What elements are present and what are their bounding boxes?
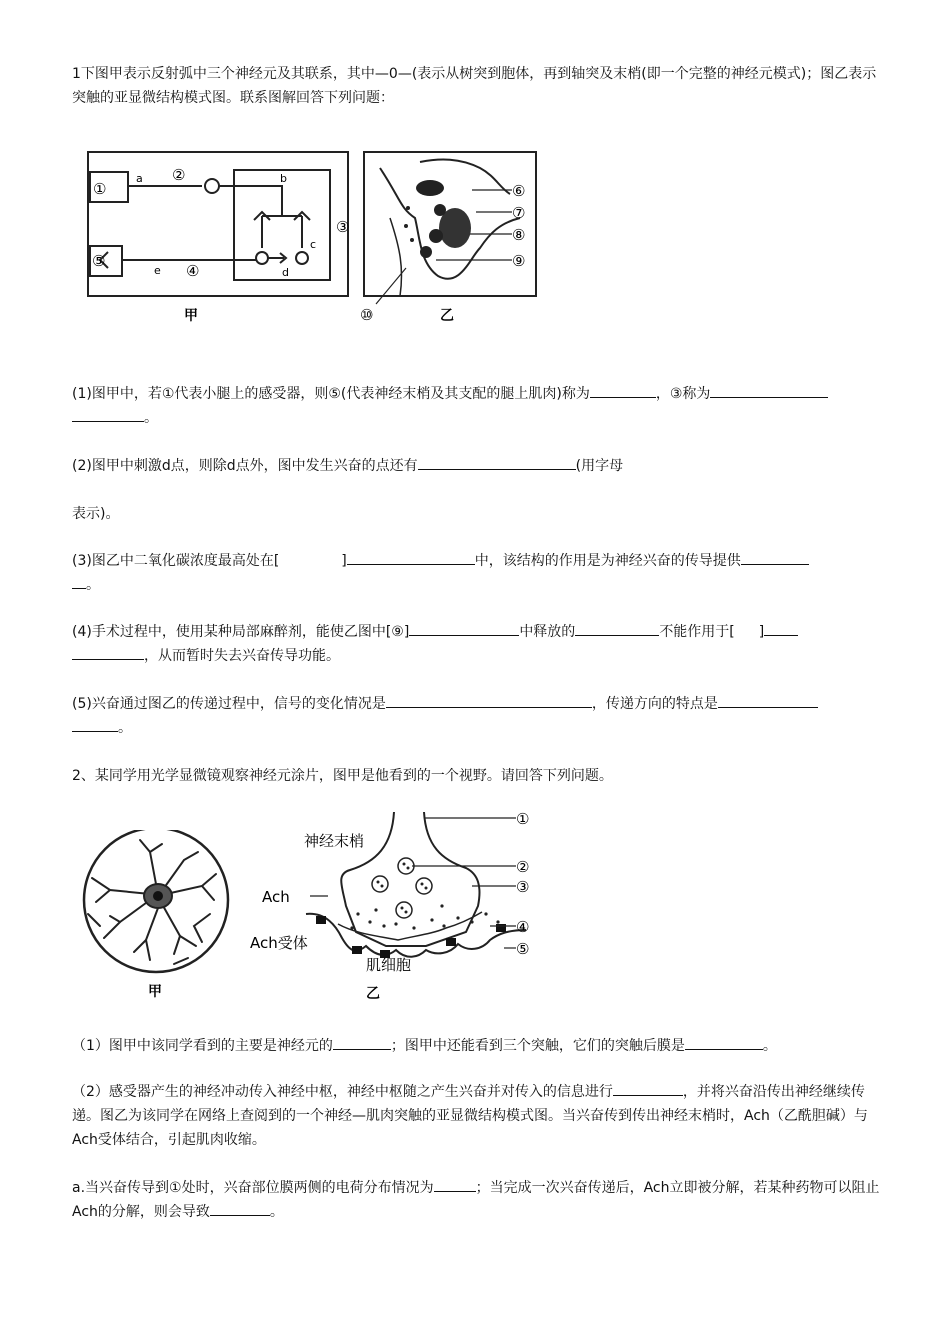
- yi-label-6: ⑥: [512, 182, 526, 200]
- q2-figure-yi: [246, 806, 546, 1002]
- q1-sub2: [72, 454, 880, 478]
- q1-sub1: [72, 382, 880, 430]
- q2-s1-blank-2[interactable]: [685, 1035, 763, 1050]
- q1-s5-blank-2b[interactable]: [72, 717, 118, 732]
- q1-sub5: [72, 692, 880, 740]
- q1-s4-text-c: 不能作用于[: [659, 624, 735, 640]
- q1-sub4: [72, 620, 880, 668]
- jia-label-4: ④: [186, 262, 200, 280]
- q1-s4-blank-1[interactable]: [409, 621, 519, 636]
- q1-s1-blank-1[interactable]: [590, 383, 656, 398]
- q1-s4-blank-3a[interactable]: [764, 621, 798, 636]
- q2-sub-a: [72, 1176, 880, 1224]
- nmj-label-muscle: 肌细胞: [366, 956, 412, 974]
- jia-label-2: ②: [172, 166, 186, 184]
- q2-s1-text-b: ；图甲中还能看到三个突触，它们的突触后膜是: [390, 1038, 685, 1054]
- q2-sub2: [72, 1080, 880, 1152]
- q1-intro: [72, 62, 880, 110]
- q1-s5-text-c: 。: [118, 720, 132, 736]
- jia-label-e: e: [154, 264, 161, 277]
- q1-s3-blank-2b[interactable]: [72, 574, 86, 589]
- q1-s4-text-d: ]: [758, 624, 765, 640]
- yi-label-9: ⑨: [512, 252, 526, 270]
- q1-s2-text-a: (2)图甲中刺激d点，则除d点外，图中发生兴奋的点还有: [72, 458, 418, 474]
- jia-inter-soma: [256, 252, 268, 264]
- ach-receptor-4: [446, 938, 456, 946]
- q2-sa-text-c: 。: [269, 1204, 284, 1220]
- q2-s2-text-b: ，并将兴奋沿传出神经继续传递。图乙为该同学在网络上查阅到的一个神经—肌肉突触的亚显微结构模式图。当兴奋传到传出神经末梢时，Ach（乙酰胆碱）与Ach受体结合，引起肌肉收缩。: [72, 1084, 868, 1148]
- yi-label-8: ⑧: [512, 226, 526, 244]
- jia-efferent-soma: [296, 252, 308, 264]
- q2-yi-caption: 乙: [366, 986, 380, 1002]
- yi-label-10: ⑩: [360, 306, 374, 324]
- ach-receptor-5: [496, 924, 506, 932]
- q2-sa-blank-1[interactable]: [434, 1177, 476, 1192]
- q2-intro-text: 2、某同学用光学显微镜观察神经元涂片，图甲是他看到的一个视野。请回答下列问题。: [72, 768, 613, 784]
- jia-label-c: c: [310, 238, 317, 251]
- q1-figure-jia: [84, 148, 354, 328]
- jia-label-1: ①: [93, 180, 107, 198]
- q1-s4-blank-2[interactable]: [575, 621, 659, 636]
- nmj-label-ach: Ach: [262, 888, 290, 906]
- q1-s4-text-b: 中释放的: [519, 624, 576, 640]
- q1-s4-text-e: ，从而暂时失去兴奋传导功能。: [144, 648, 340, 664]
- nmj-muscle-membrane: [306, 914, 526, 957]
- q1-s1-text-c: 。: [144, 410, 158, 426]
- q1-s3-blank-2a[interactable]: [741, 550, 809, 565]
- jia-label-d: d: [282, 266, 289, 279]
- q1-s5-text-b: ，传递方向的特点是: [591, 696, 718, 712]
- nmj-label-4: ④: [516, 918, 530, 936]
- q1-intro-text: 1下图甲表示反射弧中三个神经元及其联系，其中—0—(表示从树突到胞体，再到轴突及末梢(即一个完整的神经元模式)；图乙表示突触的亚显微结构模式图。联系图解回答下列问题：: [72, 66, 877, 106]
- yi-label-7: ⑦: [512, 204, 526, 222]
- nmj-label-1: ①: [516, 810, 530, 828]
- q2-sa-text-a: a.当兴奋传导到①处时，兴奋部位膜两侧的电荷分布情况为: [72, 1180, 434, 1196]
- q1-s3-text-d: 。: [86, 577, 100, 593]
- q2-s1-text-a: （1）图甲中该同学看到的主要是神经元的: [72, 1038, 333, 1054]
- nmj-label-5: ⑤: [516, 940, 530, 958]
- jia-label-5: ⑤: [92, 252, 106, 270]
- q1-s1-text-b: ，③称为: [655, 386, 711, 402]
- q2-jia-caption: 甲: [148, 984, 162, 1000]
- q2-figure-jia: [70, 830, 242, 1002]
- q1-s1-blank-2a[interactable]: [710, 383, 828, 398]
- q1-s4-text-a: (4)手术过程中，使用某种局部麻醉剂，能使乙图中[⑨]: [72, 624, 410, 640]
- q1-s1-blank-2b[interactable]: [72, 407, 144, 422]
- q1-s5-text-a: (5)兴奋通过图乙的传递过程中，信号的变化情况是: [72, 696, 386, 712]
- q1-s3-text-b: ]: [341, 553, 347, 569]
- q2-intro: [72, 764, 880, 788]
- q1-s3-text-c: 中，该结构的作用是为神经兴奋的传导提供: [474, 553, 741, 569]
- q2-s2-blank[interactable]: [613, 1081, 683, 1096]
- q2-s1-blank-1[interactable]: [333, 1035, 391, 1050]
- q1-sub3: [72, 549, 880, 597]
- q1-s4-blank-3b[interactable]: [72, 645, 144, 660]
- q1-s2-text-b: (用字母: [575, 458, 624, 474]
- q2-s2-text-a: （2）感受器产生的神经冲动传入神经中枢，神经中枢随之产生兴奋并对传入的信息进行: [72, 1084, 613, 1100]
- q1-sub2-cont: [72, 502, 880, 526]
- nmj-label-terminal: 神经末梢: [304, 832, 365, 850]
- q2-sa-blank-2[interactable]: [210, 1201, 270, 1216]
- jia-caption: 甲: [184, 308, 198, 324]
- yi-mitochondrion: [416, 180, 444, 196]
- q1-s2-text-c: 表示)。: [72, 506, 120, 522]
- ach-receptor-2: [352, 946, 362, 954]
- q1-s1-text-a: (1)图甲中，若①代表小腿上的感受器，则⑤(代表神经末梢及其支配的腿上肌肉)称为: [72, 386, 590, 402]
- yi-caption: 乙: [440, 308, 454, 324]
- q1-s3-text-a: (3)图乙中二氧化碳浓度最高处在[: [72, 553, 280, 569]
- q2-sa-text-b: ；当完成一次兴奋传递后，Ach立即被分解，若某种药物可以阻止Ach的分解，则会导致: [72, 1180, 880, 1220]
- q1-figure-yi: [360, 148, 550, 328]
- ach-receptor-1: [316, 916, 326, 924]
- q1-s5-blank-2a[interactable]: [718, 693, 818, 708]
- q2-s1-text-c: 。: [762, 1038, 777, 1054]
- nmj-label-2: ②: [516, 858, 530, 876]
- q2-sub1: [72, 1034, 880, 1058]
- jia-label-3: ③: [336, 218, 350, 236]
- q1-s5-blank-1[interactable]: [386, 693, 592, 708]
- nmj-label-receptor: Ach受体: [250, 934, 308, 952]
- jia-label-a: a: [136, 172, 143, 185]
- micrograph-nucleus: [153, 891, 163, 901]
- jia-afferent-soma: [205, 179, 219, 193]
- nmj-label-3: ③: [516, 878, 530, 896]
- jia-label-b: b: [280, 172, 287, 185]
- q1-s3-blank-1[interactable]: [347, 550, 475, 565]
- jia-afferent-axon: [219, 186, 282, 216]
- q1-s2-blank[interactable]: [418, 455, 576, 470]
